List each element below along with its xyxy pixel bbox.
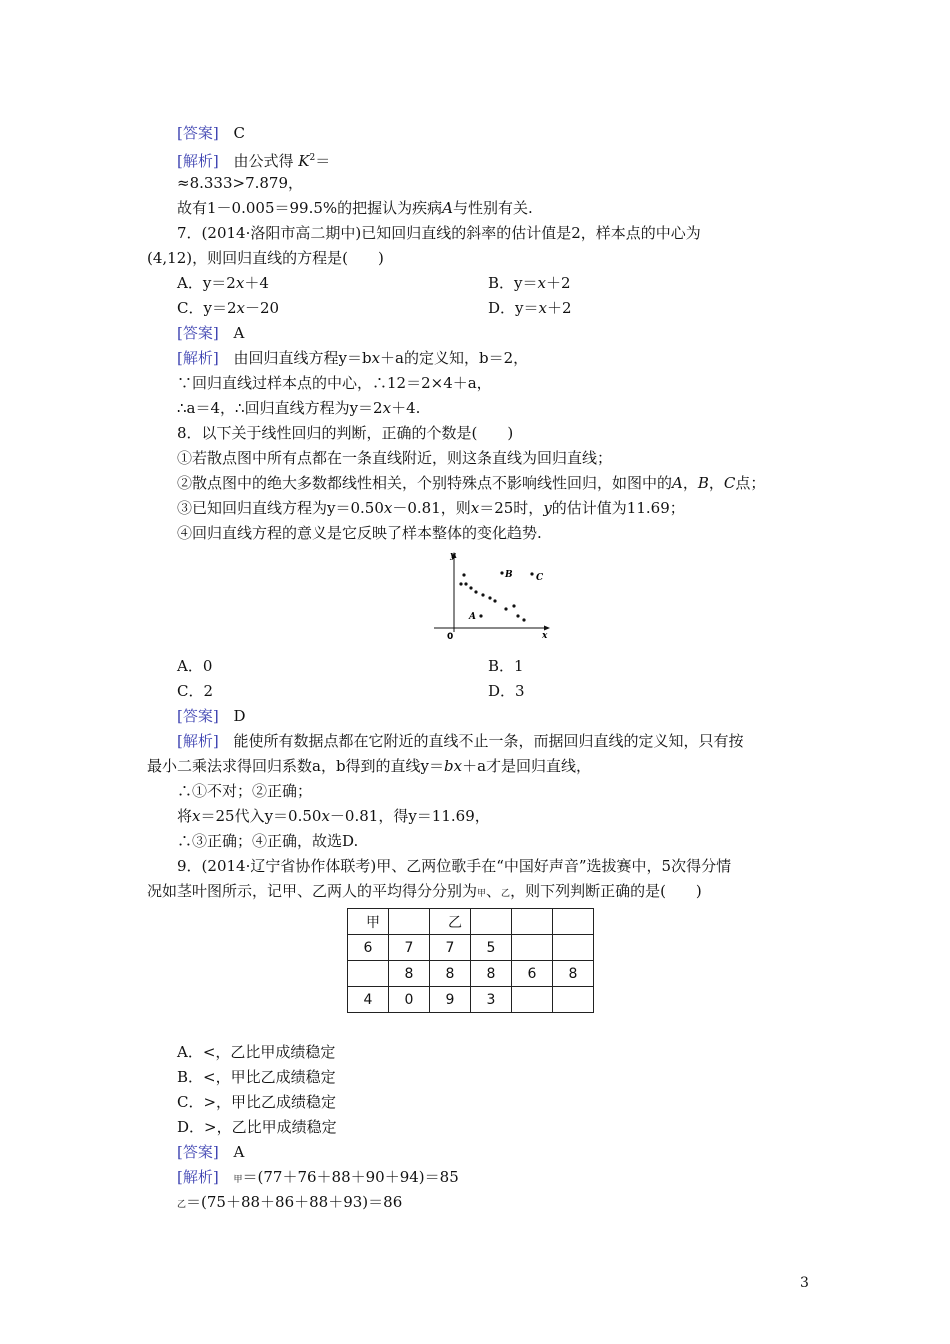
table-header-left: 甲: [348, 909, 389, 935]
page-number: 3: [800, 1275, 809, 1291]
table-row: [348, 909, 594, 935]
scatter-point: [516, 614, 519, 617]
q7-option-d: D．y＝x＋2: [488, 299, 572, 317]
q9-analysis-line-1: [解析] 甲＝(77＋76＋88＋90＋94)＝85: [177, 1168, 459, 1186]
scatter-point-b: [500, 571, 503, 574]
origin-label: 0: [447, 632, 454, 642]
table-cell: 6: [348, 935, 389, 961]
table-cell: [348, 961, 389, 987]
answer-value: A: [233, 324, 245, 342]
answer-value: D: [233, 707, 246, 725]
analysis-tag: [解析]: [177, 1168, 219, 1186]
scatter-plot-figure: [428, 548, 558, 642]
q9-option-b: B．<，甲比乙成绩稳定: [177, 1068, 336, 1086]
table-cell: [553, 987, 594, 1013]
analysis-tag: [解析]: [177, 732, 219, 750]
q8-option-b: B．1: [488, 657, 524, 675]
q8-analysis-line-4: 将x＝25代入y＝0.50x－0.81，得y＝11.69，: [177, 807, 490, 825]
q9-analysis-line-2: 乙＝(75＋88＋86＋88＋93)＝86: [177, 1193, 403, 1211]
q7-analysis-line-1: [解析] 由回归直线方程y＝bx＋a的定义知，b＝2，: [177, 349, 529, 367]
table-cell: 4: [348, 987, 389, 1013]
scatter-point: [488, 596, 491, 599]
analysis-tag: [解析]: [177, 152, 219, 170]
q6-answer-line: [177, 123, 245, 143]
table-cell: 8: [553, 961, 594, 987]
table-cell: 8: [430, 961, 471, 987]
scatter-point: [493, 599, 496, 602]
stem-leaf-table: [347, 908, 594, 1013]
q8-analysis-line-3: ∴①不对；②正确；: [177, 782, 313, 800]
q8-stem-line-1: 8．以下关于线性回归的判断，正确的个数是( ): [177, 424, 514, 442]
analysis-tag: [解析]: [177, 349, 219, 367]
q7-option-b: B．y＝x＋2: [488, 274, 571, 292]
answer-tag: [答案]: [177, 1143, 219, 1161]
table-cell: [389, 909, 430, 935]
q8-option-a: A．0: [177, 657, 213, 675]
answer-tag: [答案]: [177, 324, 219, 342]
q8-analysis-line-2: 最小二乘法求得回归系数a，b得到的直线y＝bx＋a才是回归直线，: [147, 757, 592, 775]
q7-analysis-line-3: ∴a＝4，∴回归直线方程为y＝2x＋4.: [177, 399, 421, 417]
scatter-point: [464, 582, 467, 585]
table-cell: 5: [471, 935, 512, 961]
table-cell: 7: [430, 935, 471, 961]
q7-option-c: C．y＝2x－20: [177, 299, 280, 317]
q7-analysis-line-2: ∵回归直线过样本点的中心，∴12＝2×4＋a，: [177, 374, 492, 392]
q9-stem-line-2: 况如茎叶图所示，记甲、乙两人的平均得分分别为甲、乙，则下列判断正确的是( ): [147, 882, 702, 900]
table-row: [348, 987, 594, 1013]
table-cell: [553, 909, 594, 935]
q8-option-c: C．2: [177, 682, 214, 700]
table-header-right: 乙: [430, 909, 471, 935]
scatter-point: [522, 618, 525, 621]
answer-tag: [答案]: [177, 124, 219, 142]
q8-option-d: D．3: [488, 682, 525, 700]
point-a-label: A: [469, 612, 476, 622]
scatter-point: [512, 604, 515, 607]
q8-answer-line: [177, 706, 246, 726]
q7-stem-line-2: (4,12)，则回归直线的方程是( ): [147, 249, 384, 267]
q8-statement-3: ③已知回归直线方程为y＝0.50x－0.81，则x＝25时，y的估计值为11.69；: [177, 499, 685, 517]
q8-statement-4: ④回归直线方程的意义是它反映了样本整体的变化趋势.: [177, 524, 542, 542]
table-cell: 3: [471, 987, 512, 1013]
q9-answer-line: [177, 1142, 244, 1162]
table-row: [348, 935, 594, 961]
q6-analysis-line-1: [解析] 由公式得 $K^2=$: [177, 152, 331, 170]
table-cell: 9: [430, 987, 471, 1013]
answer-tag: [答案]: [177, 707, 219, 725]
table-cell: [512, 935, 553, 961]
table-cell: 8: [389, 961, 430, 987]
q9-option-a: A．<，乙比甲成绩稳定: [177, 1043, 336, 1061]
q9-stem-line-1: 9．(2014·辽宁省协作体联考)甲、乙两位歌手在“中国好声音”选拔赛中，5次得分情: [177, 857, 732, 875]
table-cell: [471, 909, 512, 935]
scatter-point: [474, 590, 477, 593]
answer-value: C: [233, 124, 245, 142]
q7-stem-line-1: 7．(2014·洛阳市高二期中)已知回归直线的斜率的估计值是2，样本点的中心为: [177, 224, 701, 242]
y-axis-label: y: [450, 551, 456, 561]
scatter-point: [481, 593, 484, 596]
q9-option-d: D．>，乙比甲成绩稳定: [177, 1118, 337, 1136]
scatter-point-a: [479, 614, 482, 617]
q8-analysis-line-5: ∴③正确；④正确，故选D.: [177, 832, 359, 850]
q8-analysis-line-1: [解析] 能使所有数据点都在它附近的直线不止一条，而据回归直线的定义知，只有按: [177, 732, 744, 750]
point-b-label: B: [505, 570, 513, 580]
table-cell: 7: [389, 935, 430, 961]
q7-option-a: A．y＝2x＋4: [177, 274, 269, 292]
table-cell: [512, 909, 553, 935]
table-cell: 6: [512, 961, 553, 987]
q6-analysis-line-2: ≈8.333>7.879，: [177, 174, 304, 192]
x-axis-arrow: [544, 626, 550, 631]
q9-option-c: C．>，甲比乙成绩稳定: [177, 1093, 337, 1111]
scatter-point: [459, 582, 462, 585]
scatter-point: [504, 607, 507, 610]
q7-answer-line: [177, 323, 244, 343]
table-row: [348, 961, 594, 987]
scatter-point-c: [530, 572, 533, 575]
table-cell: 8: [471, 961, 512, 987]
q6-analysis-line-3: 故有1－0.005＝99.5%的把握认为疾病A与性别有关.: [177, 199, 533, 217]
x-axis-label: x: [542, 631, 548, 641]
q8-statement-1: ①若散点图中所有点都在一条直线附近，则这条直线为回归直线；: [177, 449, 613, 467]
table-cell: [553, 935, 594, 961]
point-c-label: C: [536, 573, 544, 583]
scatter-point: [462, 573, 465, 576]
q8-statement-2: ②散点图中的绝大多数都线性相关，个别特殊点不影响线性回归，如图中的A，B，C点；: [177, 474, 766, 492]
table-cell: 0: [389, 987, 430, 1013]
scatter-point: [469, 586, 472, 589]
table-cell: [512, 987, 553, 1013]
answer-value: A: [233, 1143, 245, 1161]
